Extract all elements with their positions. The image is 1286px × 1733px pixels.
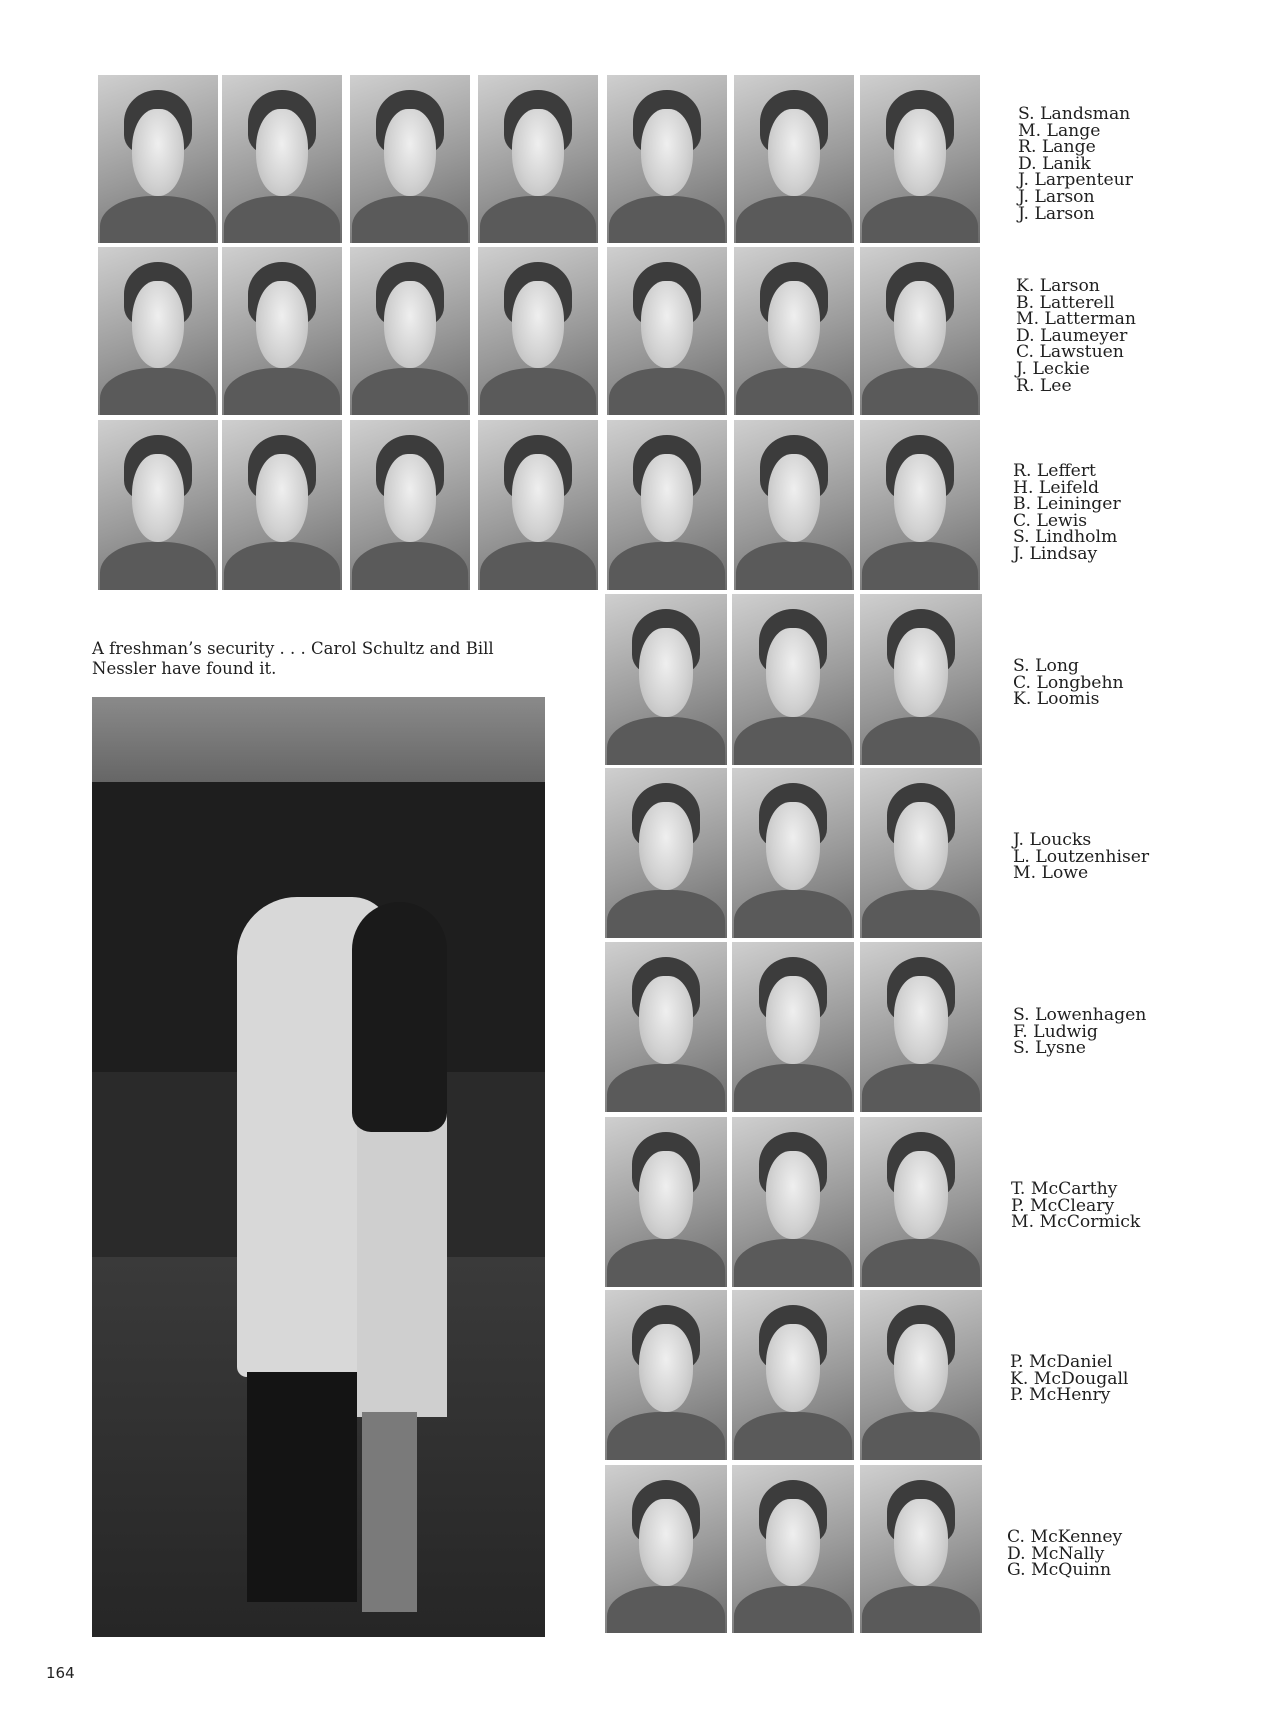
student-portrait [607, 420, 727, 590]
student-portrait [478, 247, 598, 415]
student-name: M. Latterman [1016, 309, 1137, 330]
student-portrait [605, 1290, 727, 1460]
photo-man-trousers [247, 1372, 357, 1602]
candid-photo [92, 697, 545, 1637]
student-name: S. Long [1013, 656, 1079, 676]
student-name: L. Loutzenhiser [1013, 846, 1150, 867]
student-portrait [607, 75, 727, 243]
student-name: S. Lindholm [1013, 527, 1118, 548]
student-name: S. Lysne [1013, 1038, 1086, 1059]
student-name: C. Longbehn [1013, 672, 1124, 693]
student-name: R. Leffert [1013, 461, 1096, 481]
student-name: J. Larpenteur [1018, 170, 1133, 191]
student-portrait [860, 594, 982, 765]
student-portrait [350, 75, 470, 243]
student-name: J. Lindsay [1013, 543, 1098, 564]
student-portrait [98, 420, 218, 590]
student-name: T. McCarthy [1011, 1179, 1118, 1199]
student-portrait [605, 768, 727, 938]
student-name: R. Lee [1016, 375, 1072, 396]
student-name: K. Larson [1016, 276, 1100, 296]
student-name: J. Larson [1018, 203, 1095, 224]
name-list-row-3 [1013, 463, 1121, 563]
student-name: S. Lowenhagen [1013, 1005, 1147, 1025]
student-portrait [732, 1290, 854, 1460]
student-portrait [478, 420, 598, 590]
student-name: J. Loucks [1013, 830, 1092, 850]
student-name: D. Lanik [1018, 153, 1091, 174]
student-name: G. McQuinn [1007, 1560, 1112, 1581]
name-list-row-9 [1007, 1529, 1122, 1579]
student-name: M. Lowe [1013, 863, 1089, 884]
student-portrait [350, 247, 470, 415]
student-portrait [98, 75, 218, 243]
student-portrait [350, 420, 470, 590]
photo-woman-dress [357, 1097, 447, 1417]
student-name: B. Latterell [1016, 292, 1115, 313]
student-portrait [222, 75, 342, 243]
student-name: J. Larson [1018, 186, 1095, 207]
student-name: C. Lawstuen [1016, 342, 1124, 363]
student-name: M. Lange [1018, 120, 1101, 141]
student-name: J. Leckie [1016, 358, 1090, 379]
student-portrait [734, 75, 854, 243]
student-name: C. McKenney [1007, 1527, 1123, 1547]
student-name: K. McDougall [1010, 1368, 1129, 1389]
student-name: B. Leininger [1013, 494, 1121, 515]
student-portrait [732, 594, 854, 765]
name-list-row-6 [1013, 1007, 1146, 1057]
student-portrait [222, 420, 342, 590]
student-name: H. Leifeld [1013, 477, 1100, 498]
student-portrait [478, 75, 598, 243]
student-name: F. Ludwig [1013, 1021, 1098, 1042]
student-portrait [860, 1117, 982, 1287]
student-name: P. McDaniel [1010, 1352, 1113, 1372]
photo-woman-hair [352, 902, 447, 1132]
student-portrait [734, 420, 854, 590]
student-name: D. Laumeyer [1016, 325, 1128, 346]
photo-woman-legs [362, 1412, 417, 1612]
student-portrait [605, 942, 727, 1112]
photo-caption: A freshman’s security . . . Carol Schultz and Bill Nessler have found it. [92, 639, 494, 678]
student-portrait [732, 768, 854, 938]
student-portrait [605, 1117, 727, 1287]
name-list-row-8 [1010, 1354, 1128, 1404]
name-list-row-5 [1013, 832, 1149, 882]
student-portrait [860, 942, 982, 1112]
photo-ceiling [92, 697, 545, 782]
student-portrait [860, 1290, 982, 1460]
student-portrait [734, 247, 854, 415]
student-portrait [98, 247, 218, 415]
student-portrait [732, 942, 854, 1112]
student-portrait [860, 768, 982, 938]
student-name: K. Loomis [1013, 689, 1100, 710]
student-name: M. McCormick [1011, 1212, 1141, 1233]
student-portrait [732, 1117, 854, 1287]
name-list-row-7 [1011, 1181, 1140, 1231]
student-name: R. Lange [1018, 137, 1096, 158]
student-portrait [860, 247, 980, 415]
student-portrait [860, 75, 980, 243]
student-name: C. Lewis [1013, 510, 1088, 531]
student-portrait [605, 594, 727, 765]
page-number: 164 [46, 1664, 75, 1682]
student-portrait [860, 1465, 982, 1633]
student-portrait [860, 420, 980, 590]
student-name: P. McCleary [1011, 1195, 1115, 1216]
student-name: D. McNally [1007, 1543, 1105, 1564]
student-portrait [732, 1465, 854, 1633]
student-portrait [607, 247, 727, 415]
student-name: S. Landsman [1018, 104, 1131, 124]
student-portrait [222, 247, 342, 415]
student-portrait [605, 1465, 727, 1633]
name-list-row-2 [1016, 278, 1136, 394]
name-list-row-4 [1013, 658, 1124, 708]
student-name: P. McHenry [1010, 1385, 1111, 1406]
name-list-row-1 [1018, 106, 1133, 222]
